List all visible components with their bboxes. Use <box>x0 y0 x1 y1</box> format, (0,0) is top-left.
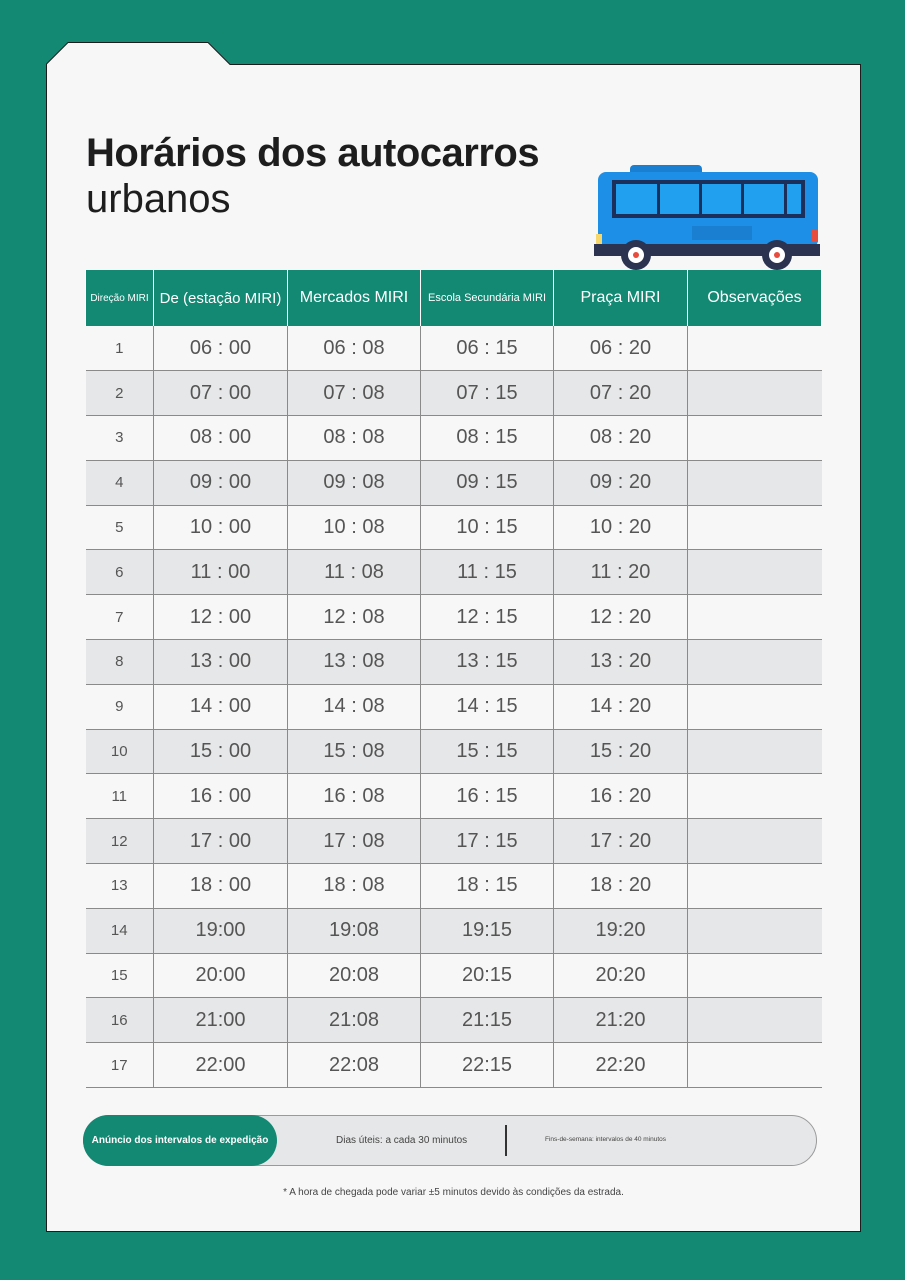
row-number: 15 <box>86 953 154 998</box>
time-cell: 08 : 08 <box>288 416 421 461</box>
time-cell: 17 : 08 <box>288 819 421 864</box>
time-cell: 12 : 20 <box>554 595 688 640</box>
time-cell: 18 : 15 <box>421 864 554 909</box>
row-number: 11 <box>86 774 154 819</box>
time-cell: 08 : 15 <box>421 416 554 461</box>
time-cell: 22:20 <box>554 1043 688 1088</box>
time-cell: 15 : 00 <box>154 729 288 774</box>
notes-cell <box>688 326 822 371</box>
time-cell: 16 : 20 <box>554 774 688 819</box>
time-cell: 11 : 00 <box>154 550 288 595</box>
table-row <box>86 460 822 505</box>
notes-cell <box>688 729 822 774</box>
notes-cell <box>688 953 822 998</box>
notes-cell <box>688 416 822 461</box>
banner-divider <box>505 1125 507 1156</box>
time-cell: 18 : 00 <box>154 864 288 909</box>
notes-cell <box>688 460 822 505</box>
notes-cell <box>688 371 822 416</box>
time-cell: 12 : 00 <box>154 595 288 640</box>
time-cell: 06 : 00 <box>154 326 288 371</box>
time-cell: 22:15 <box>421 1043 554 1088</box>
time-cell: 18 : 08 <box>288 864 421 909</box>
row-number: 9 <box>86 684 154 729</box>
time-cell: 20:08 <box>288 953 421 998</box>
page-title <box>86 130 539 222</box>
time-cell: 09 : 15 <box>421 460 554 505</box>
time-cell: 16 : 00 <box>154 774 288 819</box>
time-cell: 21:00 <box>154 998 288 1043</box>
time-cell: 10 : 00 <box>154 505 288 550</box>
time-cell: 12 : 08 <box>288 595 421 640</box>
dispatch-interval-banner <box>83 1115 817 1166</box>
time-cell: 13 : 00 <box>154 640 288 685</box>
row-number: 13 <box>86 864 154 909</box>
header-station: De (estação MIRI) <box>154 270 288 326</box>
time-cell: 21:08 <box>288 998 421 1043</box>
time-cell: 20:00 <box>154 953 288 998</box>
time-cell: 14 : 00 <box>154 684 288 729</box>
table-row <box>86 819 822 864</box>
banner-label: Anúncio dos intervalos de expedição <box>83 1115 277 1166</box>
table-row <box>86 416 822 461</box>
row-number: 3 <box>86 416 154 461</box>
time-cell: 14 : 15 <box>421 684 554 729</box>
row-number: 14 <box>86 908 154 953</box>
time-cell: 22:08 <box>288 1043 421 1088</box>
table-row <box>86 953 822 998</box>
table-header-row <box>86 270 822 326</box>
schedule-sheet <box>46 42 861 1232</box>
row-number: 12 <box>86 819 154 864</box>
time-cell: 14 : 08 <box>288 684 421 729</box>
table-row <box>86 684 822 729</box>
table-row <box>86 729 822 774</box>
row-number: 8 <box>86 640 154 685</box>
time-cell: 07 : 00 <box>154 371 288 416</box>
notes-cell <box>688 864 822 909</box>
table-row <box>86 505 822 550</box>
header-square: Praça MIRI <box>554 270 688 326</box>
time-cell: 09 : 20 <box>554 460 688 505</box>
notes-cell <box>688 1043 822 1088</box>
row-number: 10 <box>86 729 154 774</box>
notes-cell <box>688 774 822 819</box>
footnote: * A hora de chegada pode variar ±5 minutos devido às condições da estrada. <box>283 1187 624 1198</box>
row-number: 6 <box>86 550 154 595</box>
time-cell: 15 : 08 <box>288 729 421 774</box>
notes-cell <box>688 640 822 685</box>
notes-cell <box>688 595 822 640</box>
table-row <box>86 640 822 685</box>
table-row <box>86 326 822 371</box>
title-line-2: urbanos <box>86 177 231 221</box>
table-row <box>86 908 822 953</box>
time-cell: 13 : 20 <box>554 640 688 685</box>
notes-cell <box>688 684 822 729</box>
bus-icon <box>594 162 824 272</box>
time-cell: 12 : 15 <box>421 595 554 640</box>
time-cell: 09 : 00 <box>154 460 288 505</box>
notes-cell <box>688 819 822 864</box>
time-cell: 08 : 20 <box>554 416 688 461</box>
header-markets: Mercados MIRI <box>288 270 421 326</box>
time-cell: 06 : 20 <box>554 326 688 371</box>
header-school: Escola Secundária MIRI <box>421 270 554 326</box>
header-direction: Direção MIRI <box>86 270 154 326</box>
time-cell: 07 : 15 <box>421 371 554 416</box>
time-cell: 15 : 20 <box>554 729 688 774</box>
time-cell: 10 : 08 <box>288 505 421 550</box>
weekend-interval: Fins-de-semana: intervalos de 40 minutos <box>545 1136 667 1143</box>
notes-cell <box>688 908 822 953</box>
header-notes: Observações <box>688 270 822 326</box>
table-row <box>86 595 822 640</box>
time-cell: 17 : 15 <box>421 819 554 864</box>
time-cell: 07 : 08 <box>288 371 421 416</box>
time-cell: 06 : 15 <box>421 326 554 371</box>
time-cell: 10 : 20 <box>554 505 688 550</box>
time-cell: 21:20 <box>554 998 688 1043</box>
table-row <box>86 998 822 1043</box>
table-row <box>86 864 822 909</box>
table-body <box>86 326 822 1088</box>
time-cell: 17 : 00 <box>154 819 288 864</box>
time-cell: 19:00 <box>154 908 288 953</box>
time-cell: 13 : 08 <box>288 640 421 685</box>
table-row <box>86 550 822 595</box>
time-cell: 22:00 <box>154 1043 288 1088</box>
title-line-1: Horários dos autocarros <box>86 131 540 175</box>
row-number: 16 <box>86 998 154 1043</box>
time-cell: 13 : 15 <box>421 640 554 685</box>
time-cell: 14 : 20 <box>554 684 688 729</box>
time-cell: 06 : 08 <box>288 326 421 371</box>
row-number: 5 <box>86 505 154 550</box>
row-number: 17 <box>86 1043 154 1088</box>
time-cell: 19:15 <box>421 908 554 953</box>
time-cell: 15 : 15 <box>421 729 554 774</box>
schedule-table <box>85 270 822 1088</box>
time-cell: 07 : 20 <box>554 371 688 416</box>
time-cell: 19:20 <box>554 908 688 953</box>
row-number: 1 <box>86 326 154 371</box>
row-number: 2 <box>86 371 154 416</box>
table-row <box>86 371 822 416</box>
time-cell: 21:15 <box>421 998 554 1043</box>
row-number: 7 <box>86 595 154 640</box>
time-cell: 17 : 20 <box>554 819 688 864</box>
time-cell: 16 : 08 <box>288 774 421 819</box>
notes-cell <box>688 998 822 1043</box>
row-number: 4 <box>86 460 154 505</box>
table-row <box>86 1043 822 1088</box>
time-cell: 16 : 15 <box>421 774 554 819</box>
time-cell: 20:15 <box>421 953 554 998</box>
time-cell: 18 : 20 <box>554 864 688 909</box>
time-cell: 11 : 20 <box>554 550 688 595</box>
time-cell: 11 : 08 <box>288 550 421 595</box>
table-row <box>86 774 822 819</box>
notes-cell <box>688 505 822 550</box>
time-cell: 20:20 <box>554 953 688 998</box>
time-cell: 10 : 15 <box>421 505 554 550</box>
time-cell: 19:08 <box>288 908 421 953</box>
time-cell: 08 : 00 <box>154 416 288 461</box>
weekday-interval: Dias úteis: a cada 30 minutos <box>336 1135 468 1146</box>
notes-cell <box>688 550 822 595</box>
time-cell: 11 : 15 <box>421 550 554 595</box>
time-cell: 09 : 08 <box>288 460 421 505</box>
